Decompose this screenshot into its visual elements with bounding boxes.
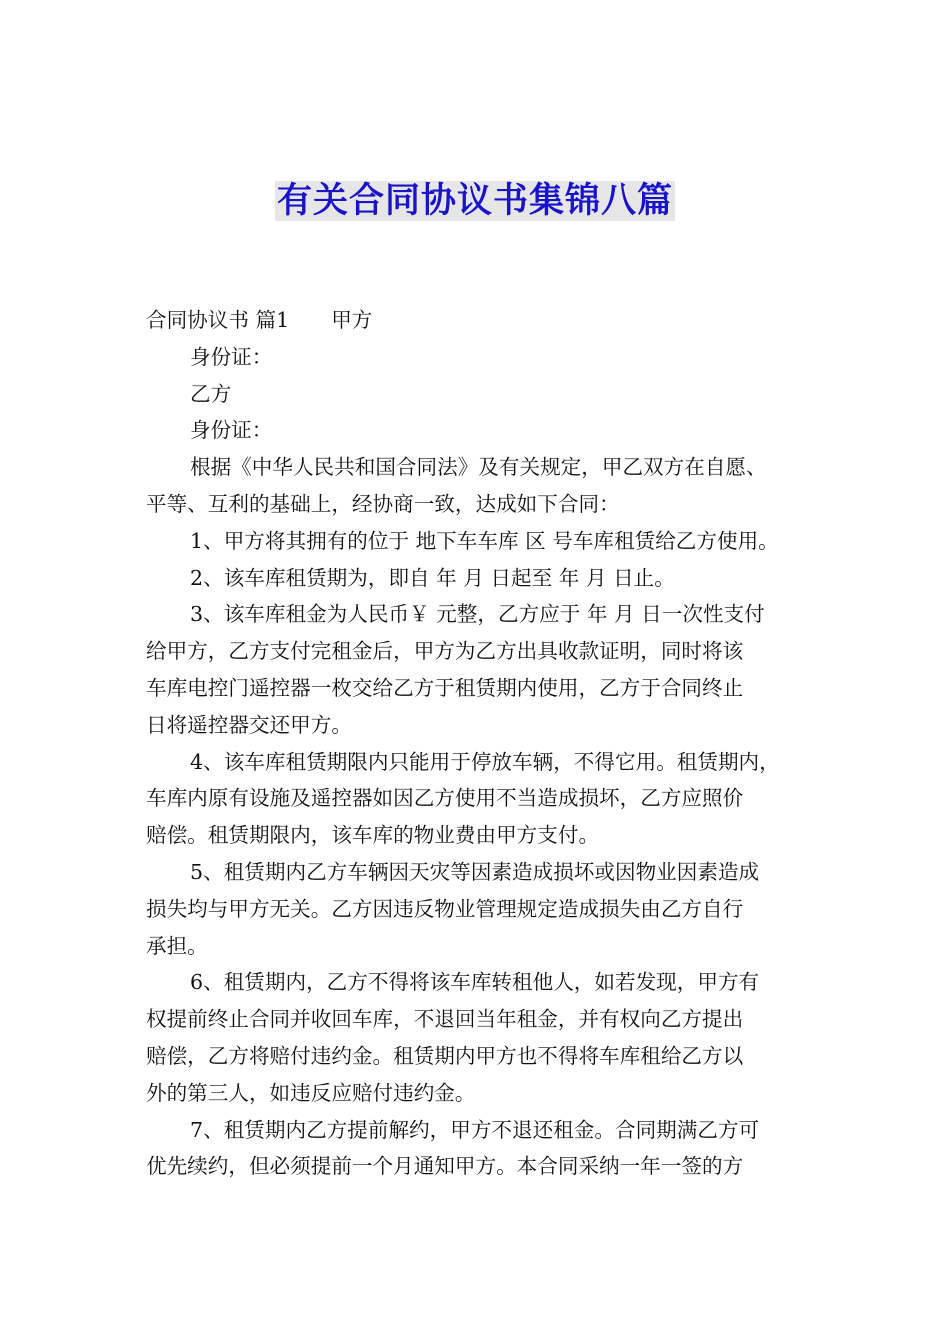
- paragraph-line: 1、甲方将其拥有的位于 地下车车库 区 号车库租赁给乙方使用。: [190, 528, 779, 553]
- section-heading-line: [146, 302, 818, 339]
- paragraph-line: 外的第三人，如违反应赔付违约金。: [146, 1080, 476, 1105]
- paragraph-line: 身份证：: [190, 344, 273, 369]
- document-title-block: [0, 178, 950, 224]
- paragraph-line: 根据《中华人民共和国合同法》及有关规定，甲乙双方在自愿、: [190, 455, 767, 480]
- paragraph-line: 给甲方，乙方支付完租金后，甲方为乙方出具收款证明，同时将该: [146, 639, 744, 664]
- paragraph-line: 5、租赁期内乙方车辆因天灾等因素造成损坏或因物业因素造成: [190, 859, 760, 884]
- paragraph-line: 日将遥控器交还甲方。: [146, 712, 352, 737]
- paragraph-line: 6、租赁期内，乙方不得将该车库转租他人，如若发现，甲方有: [190, 970, 760, 995]
- section-heading: 合同协议书 篇1: [146, 308, 290, 332]
- paragraph-line: 4、该车库租赁期限内只能用于停放车辆，不得它用。租赁期内，: [190, 749, 780, 774]
- document-body: [146, 302, 818, 1185]
- paragraph-line: 车库电控门遥控器一枚交给乙方于租赁期内使用，乙方于合同终止: [146, 675, 744, 700]
- paragraph-line: 2、该车库租赁期为，即自 年 月 日起至 年 月 日止。: [190, 565, 675, 590]
- paragraph-line: 身份证：: [190, 418, 273, 443]
- paragraph-line: 乙方: [190, 381, 232, 406]
- paragraph-line: 承担。: [146, 933, 208, 958]
- paragraph-line: 赔偿。租赁期限内，该车库的物业费由甲方支付。: [146, 823, 600, 848]
- paragraph-line: 损失均与甲方无关。乙方因违反物业管理规定造成损失由乙方自行: [146, 896, 744, 921]
- paragraph-line: 3、该车库租金为人民币￥ 元整，乙方应于 年 月 日一次性支付: [190, 602, 765, 627]
- party-a-label: 甲方: [331, 308, 373, 332]
- paragraph-line: 7、租赁期内乙方提前解约，甲方不退还租金。合同期满乙方可: [190, 1117, 760, 1142]
- paragraph-line: 平等、互利的基础上，经协商一致，达成如下合同：: [146, 491, 620, 516]
- paragraph-line: 优先续约，但必须提前一个月通知甲方。本合同采纳一年一签的方: [146, 1154, 744, 1179]
- paragraph-line: 权提前终止合同并收回车库，不退回当年租金，并有权向乙方提出: [146, 1007, 744, 1032]
- paragraph-line: 车库内原有设施及遥控器如因乙方使用不当造成损坏，乙方应照价: [146, 786, 744, 811]
- document-title: 有关合同协议书集锦八篇: [276, 181, 673, 221]
- paragraph-line: 赔偿，乙方将赔付违约金。租赁期内甲方也不得将车库租给乙方以: [146, 1043, 744, 1068]
